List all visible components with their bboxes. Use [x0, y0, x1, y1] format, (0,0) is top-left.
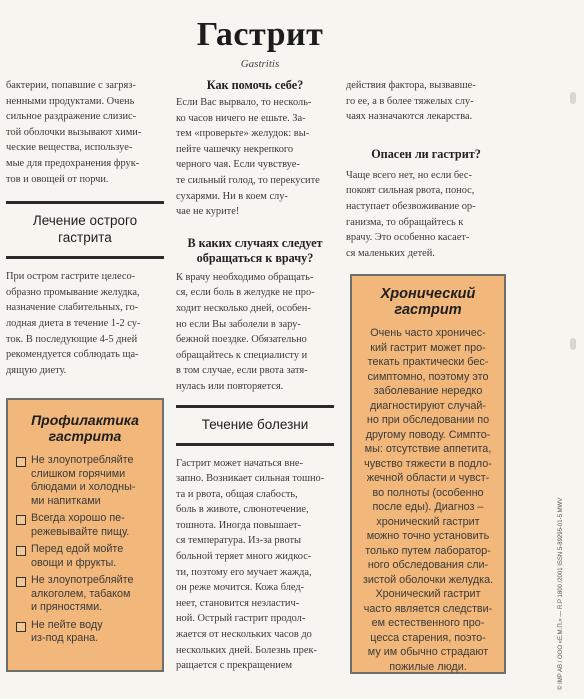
label-line: и пряностями.	[31, 601, 103, 613]
chronic-gastritis-box	[350, 274, 506, 674]
text-line: пожилые люди.	[389, 660, 467, 673]
text-line: хронический гастрит	[376, 515, 480, 528]
text-line: он реже мочится. Кожа блед-	[176, 582, 305, 594]
text-line: мы: отсутствие аппетита,	[364, 443, 492, 455]
text-line: зистой оболочки желудка.	[362, 573, 494, 586]
chronic-paragraph	[356, 326, 500, 674]
text-line: можно точно установить	[366, 530, 490, 542]
text-line: запно. Возникает сильная тошно-	[176, 473, 325, 485]
text-line: бежной поездке. Обязательно	[176, 334, 307, 346]
text-line: чувство тяжести в подло-	[364, 457, 492, 470]
checklist-item	[16, 454, 154, 508]
text-line: чаях назначаются лекарства.	[346, 111, 473, 123]
title-line: гастрит	[394, 302, 462, 318]
text-line: заболевание нередко	[373, 385, 483, 397]
danger-paragraph	[346, 168, 506, 262]
text-line: мые для предохранения фрук-	[6, 157, 140, 169]
label-line: режевывайте пищу.	[31, 525, 130, 538]
label-line: алкоголем, табаком	[31, 587, 131, 600]
checkbox-icon	[16, 515, 26, 525]
text-line: часто является следстви-	[363, 602, 493, 615]
help-paragraph	[176, 95, 334, 220]
chronic-title	[356, 286, 500, 318]
text-line: го ее, а в более тяжелых слу-	[346, 95, 474, 107]
checkbox-icon	[16, 457, 26, 467]
text-line: но если Вы заболели в зару-	[176, 318, 301, 330]
label-line: блюдами и холодны-	[31, 481, 136, 493]
text-line: Если Вас вырвало, то несколь-	[176, 97, 312, 108]
publisher-imprint: © IMP AB / ООО «Е.М.П.» — R.P 1800 /2001 ISSN 5-89295-01-5 MWV	[558, 497, 564, 690]
checklist-label	[31, 574, 134, 615]
text-line: Гастрит может начаться вне-	[176, 457, 303, 469]
label-line: ми напитками	[31, 494, 101, 507]
label-line: Не злоупотребляйте	[31, 574, 134, 586]
text-line: ся температура. Из-за рвоты	[176, 535, 302, 547]
checklist-label	[31, 619, 103, 646]
text-line: покоят сильная рвота, понос,	[346, 185, 475, 197]
text-line: ческие вещества, используе-	[6, 142, 133, 154]
danger-heading: Опасен ли гастрит?	[371, 146, 481, 161]
hole-punch-top	[570, 92, 576, 104]
hole-punch-bottom	[570, 338, 576, 350]
text-line: К врачу необходимо обращать-	[176, 271, 314, 283]
text-line: обращайтесь к специалисту и	[176, 349, 308, 361]
page-subtitle: Gastritis	[240, 58, 280, 70]
text-line: больной теряет много жидкос-	[176, 551, 312, 563]
heading-line: обращаться к врачу?	[196, 250, 314, 265]
text-line: в том случае, если рвота затя-	[176, 365, 308, 377]
label-line: Перед едой мойте	[31, 543, 124, 555]
text-line: ганизма, то обращайтесь к	[346, 216, 464, 228]
label-line: Не пейте воду	[31, 618, 103, 631]
checklist-label	[31, 454, 136, 508]
text-line: ненными продуктами. Очень	[6, 95, 135, 107]
heading-line: Лечение острого	[32, 213, 138, 229]
treatment-paragraph	[6, 269, 164, 378]
checkbox-icon	[16, 577, 26, 587]
checkbox-icon	[16, 546, 26, 556]
title-line: Профилактика	[31, 412, 139, 428]
text-line: жается от нескольких часов до	[176, 629, 312, 641]
column-3	[346, 78, 506, 261]
label-line: слишком горячими	[31, 467, 126, 480]
text-line: пейте чашечку некрепкого	[176, 143, 294, 155]
page-title: Гастрит	[196, 16, 324, 53]
checklist-label	[31, 543, 123, 570]
text-line: врачу. Это особенно касает-	[346, 232, 470, 244]
course-paragraph	[176, 456, 334, 674]
text-line: бактерии, попавшие с загряз-	[6, 80, 136, 91]
text-line: другому поводу. Симпто-	[365, 428, 491, 441]
course-heading: Течение болезни	[201, 416, 309, 432]
text-line: симптомно, поэтому это	[367, 370, 489, 383]
text-line: после еды). Диагноз –	[372, 501, 484, 513]
text-line: той оболочки вызывают хими-	[6, 126, 142, 138]
text-line: те сильный голод, то перекусите	[176, 174, 320, 186]
doctor-paragraph	[176, 270, 334, 395]
text-line: жечной области и чувст-	[366, 472, 490, 484]
treatment-section-heading	[6, 201, 164, 254]
doctor-heading	[176, 236, 334, 266]
text-line: ток. В последующие 4-5 дней	[6, 333, 138, 345]
title-line: гастрита	[48, 428, 122, 444]
intro-paragraph	[6, 78, 164, 187]
text-line: ной. Острый гастрит продол-	[176, 613, 306, 625]
column-1	[6, 78, 164, 378]
text-line: Хронический гастрит	[375, 588, 481, 600]
text-line: только путем лаборатор-	[365, 544, 491, 557]
text-line: ко часов ничего не ешьте. За-	[176, 112, 306, 124]
prevention-title	[16, 412, 154, 444]
text-line: ся, если боль в желудке не про-	[176, 287, 315, 299]
label-line: Всегда хорошо пе-	[31, 512, 125, 524]
text-line: диагностируют случай-	[369, 399, 487, 412]
course-section-heading	[176, 405, 334, 441]
text-line: сухарями. Ни в коем слу-	[176, 190, 288, 202]
prevention-checklist	[16, 454, 154, 646]
heading-line: В каких случаях следует	[187, 235, 323, 250]
text-line: ращается с прекращением	[176, 660, 293, 672]
text-line: сильное раздражение слизис-	[6, 111, 137, 123]
text-line: му им обычно страдают	[367, 646, 489, 658]
label-line: из-под крана.	[31, 632, 99, 644]
text-line: ем естественного про-	[371, 617, 485, 629]
divider	[6, 254, 164, 259]
text-line: назначение слабительных, го-	[6, 302, 139, 314]
text-line: текать практически бес-	[367, 356, 489, 368]
text-line: но при обследовании по	[366, 414, 490, 426]
text-line: тошнота. Иногда повышает-	[176, 519, 302, 531]
text-line: ся маленьких детей.	[346, 247, 435, 259]
text-line: чае не курите!	[176, 206, 240, 218]
text-line: черного чая. Если чувствуе-	[176, 159, 300, 171]
text-line: боль в животе, слюнотечение,	[176, 504, 309, 516]
intro-continuation-paragraph	[346, 78, 506, 125]
text-line: рекомендуется соблюдать ща-	[6, 349, 139, 361]
text-line: ти, поэтому его мучает жажда,	[176, 566, 312, 578]
text-line: во полноты (особенно	[372, 486, 484, 499]
text-line: цесса старения, поэто-	[370, 631, 486, 644]
text-line: нескольких дней. Болезнь прек-	[176, 644, 317, 656]
checklist-item	[16, 619, 154, 646]
text-line: наступает обезвоживание ор-	[346, 200, 476, 212]
checklist-item	[16, 543, 154, 570]
title-line: Хронический	[380, 286, 476, 302]
text-line: лодная диета в течение 1-2 су-	[6, 317, 141, 329]
label-line: Не злоупотребляйте	[31, 454, 134, 466]
text-line: ного обследования сли-	[367, 559, 489, 571]
text-line: нулась или повторяется.	[176, 380, 284, 392]
prevention-box	[6, 398, 164, 672]
checkbox-icon	[16, 622, 26, 632]
text-line: Очень часто хроничес-	[370, 327, 486, 339]
text-line: та и рвота, общая слабость,	[176, 488, 298, 500]
text-line: ходит несколько дней, особен-	[176, 302, 311, 314]
column-2	[176, 78, 334, 674]
text-line: Чаще всего нет, но если бес-	[346, 169, 472, 181]
text-line: образно промывание желудка,	[6, 286, 140, 298]
divider	[176, 441, 334, 446]
checklist-item	[16, 574, 154, 615]
text-line: При остром гастрите целесо-	[6, 271, 136, 283]
checklist-item	[16, 512, 154, 539]
text-line: тов и овощей от порчи.	[6, 173, 109, 185]
text-line: кий гастрит может про-	[370, 341, 486, 354]
help-heading: Как помочь себе?	[206, 78, 304, 92]
label-line: овощи и фрукты.	[31, 556, 117, 569]
text-line: тем «проверьте» желудок: вы-	[176, 128, 310, 140]
heading-line: гастрита	[58, 230, 112, 246]
text-line: действия фактора, вызвавше-	[346, 80, 476, 91]
text-line: дящую диету.	[6, 364, 67, 376]
checklist-label	[31, 512, 129, 539]
text-line: неет, становится неэластич-	[176, 597, 300, 609]
